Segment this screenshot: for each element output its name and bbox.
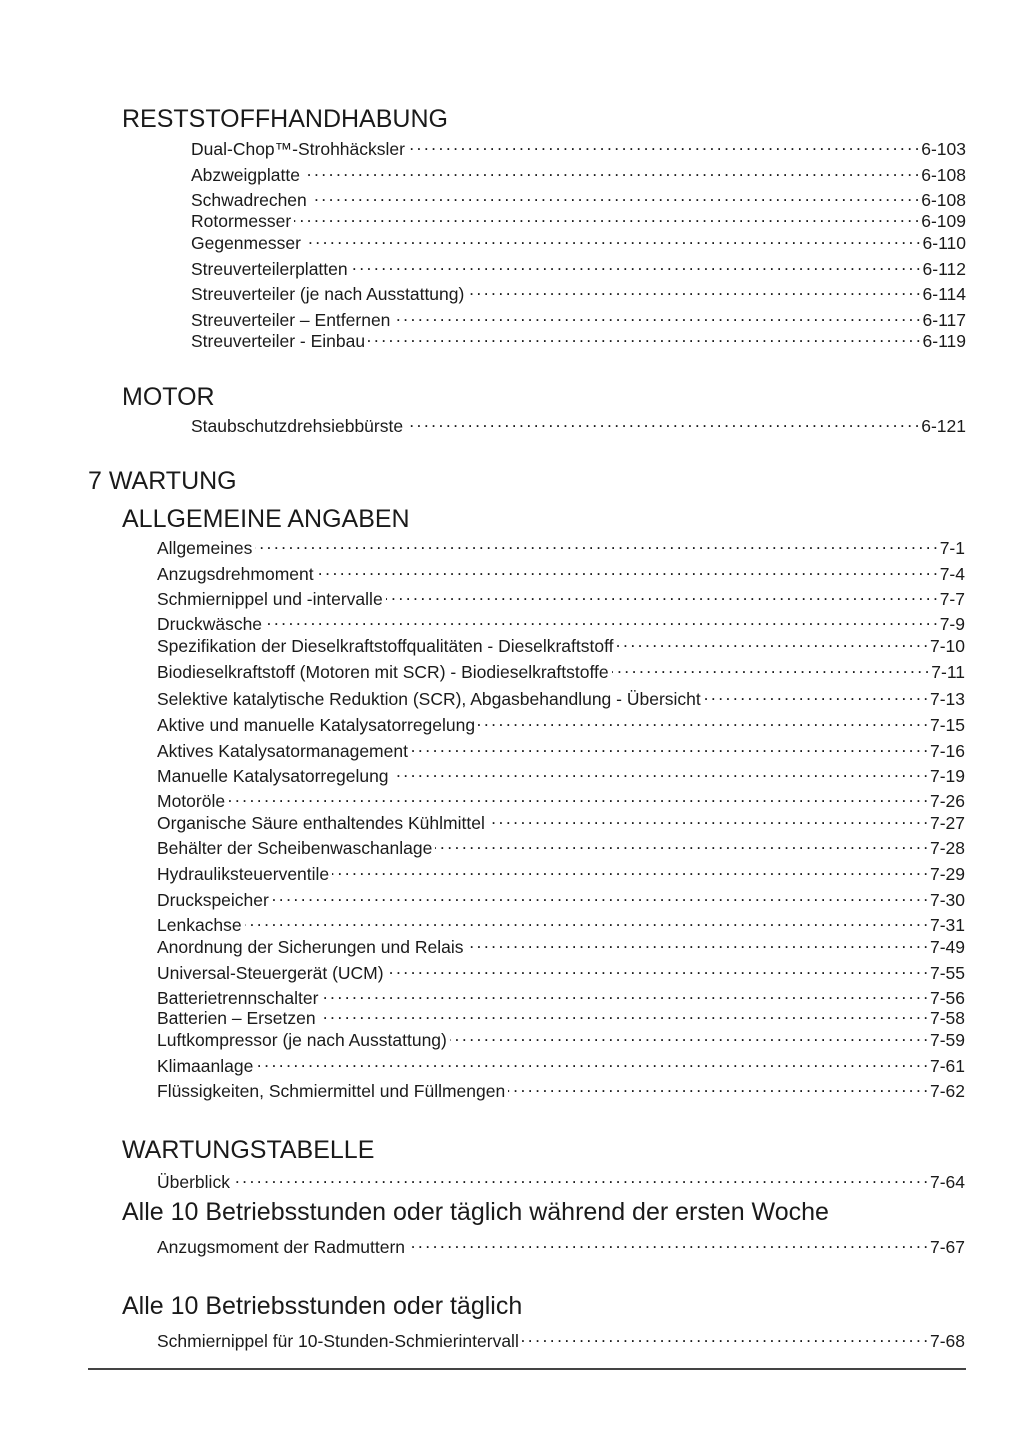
toc-entry[interactable]	[157, 1166, 965, 1192]
dot-leader	[265, 608, 937, 630]
entry-page: 7-11	[931, 662, 965, 682]
toc-entry[interactable]	[157, 558, 965, 584]
entry-page: 7-13	[929, 689, 965, 709]
dot-leader	[368, 325, 919, 347]
entry-page: 7-7	[939, 589, 965, 609]
dot-leader	[317, 558, 937, 580]
entry-label: Aktive und manuelle Katalysatorregelung	[157, 715, 476, 735]
entry-page: 7-62	[929, 1081, 965, 1101]
entry-page: 7-28	[929, 838, 965, 858]
entry-page: 7-15	[929, 715, 965, 735]
dot-leader	[522, 1325, 927, 1347]
toc-entry[interactable]	[191, 205, 966, 231]
toc-entry[interactable]	[191, 304, 966, 330]
dot-leader	[435, 832, 927, 854]
toc-entry[interactable]	[157, 1325, 965, 1351]
dot-leader	[256, 1050, 927, 1072]
entry-page: 7-30	[929, 890, 965, 910]
entry-label: Allgemeines	[157, 538, 253, 558]
entry-label: Universal-Steuergerät (UCM)	[157, 963, 384, 983]
entry-label: Schmiernippel und -intervalle	[157, 589, 383, 609]
toc-entry[interactable]	[157, 532, 965, 558]
entry-label: Abzweigplatte	[191, 165, 300, 185]
entry-page: 7-49	[929, 937, 965, 957]
entry-page: 7-1	[939, 538, 965, 558]
entry-label: Lenkachse	[157, 915, 242, 935]
toc-entry[interactable]	[191, 227, 966, 253]
toc-entry[interactable]	[157, 683, 965, 709]
toc-entry[interactable]	[191, 253, 966, 279]
entry-label: Organische Säure enthaltendes Kühlmittel	[157, 813, 485, 833]
entry-page: 7-68	[929, 1331, 965, 1351]
entry-label: Schwadrechen	[191, 190, 307, 210]
dot-leader	[704, 683, 927, 705]
toc-entry[interactable]	[157, 608, 965, 634]
entry-label: Streuverteiler (je nach Ausstattung)	[191, 284, 465, 304]
entry-label: Batterien – Ersetzen	[157, 1008, 316, 1028]
toc-entry[interactable]	[157, 858, 965, 884]
entry-label: Motoröle	[157, 791, 226, 811]
toc-entry[interactable]	[157, 656, 965, 682]
toc-entry[interactable]	[157, 1075, 965, 1101]
entry-label: Druckwäsche	[157, 614, 263, 634]
dot-leader	[411, 735, 927, 757]
entry-label: Streuverteilerplatten	[191, 259, 348, 279]
dot-leader	[233, 1166, 927, 1188]
entry-label: Anzugsdrehmoment	[157, 564, 314, 584]
toc-entry[interactable]	[157, 1002, 965, 1028]
entry-label: Rotormesser	[191, 211, 292, 231]
entry-page: 7-27	[929, 813, 965, 833]
entry-page: 7-31	[929, 915, 965, 935]
entry-label: Biodieselkraftstoff (Motoren mit SCR) - Biodieselkraftstoffe	[157, 662, 609, 682]
dot-leader	[466, 931, 927, 953]
dot-leader	[255, 532, 936, 554]
entry-label: Klimaanlage	[157, 1056, 254, 1076]
dot-leader	[321, 982, 926, 1004]
dot-leader	[612, 656, 929, 678]
entry-page: 7-19	[929, 766, 965, 786]
entry-label: Behälter der Scheibenwaschanlage	[157, 838, 433, 858]
toc-entry[interactable]	[157, 884, 965, 910]
entry-page: 6-108	[921, 190, 966, 210]
entry-page: 6-119	[922, 331, 966, 351]
section-heading-erste-woche: Alle 10 Betriebsstunden oder täglich während der ersten Woche	[122, 1198, 829, 1226]
dot-leader	[319, 1002, 927, 1024]
dot-leader	[310, 184, 918, 206]
bottom-divider	[88, 1368, 966, 1370]
entry-label: Spezifikation der Dieselkraftstoffqualitäten - Dieselkraftstoff	[157, 636, 614, 656]
dot-leader	[450, 1024, 927, 1046]
toc-entry[interactable]	[157, 709, 965, 735]
entry-page: 7-16	[929, 741, 965, 761]
entry-label: Überblick	[157, 1172, 230, 1192]
dot-leader	[245, 909, 927, 931]
section-heading-reststoff: RESTSTOFFHANDHABUNG	[122, 105, 448, 133]
entry-label: Schmiernippel für 10-Stunden-Schmierintervall	[157, 1331, 519, 1351]
dot-leader	[617, 630, 927, 652]
entry-page: 6-117	[922, 310, 966, 330]
dot-leader	[332, 858, 927, 880]
dot-leader	[393, 304, 919, 326]
toc-entry[interactable]	[157, 982, 965, 1008]
entry-label: Druckspeicher	[157, 890, 269, 910]
entry-page: 7-26	[929, 791, 965, 811]
entry-label: Hydrauliksteuerventile	[157, 864, 330, 884]
section-heading-taeglich: Alle 10 Betriebsstunden oder täglich	[122, 1292, 523, 1320]
entry-page: 7-29	[929, 864, 965, 884]
entry-page: 6-110	[922, 233, 966, 253]
toc-entry[interactable]	[191, 325, 966, 351]
dot-leader	[304, 227, 920, 249]
entry-label: Luftkompressor (je nach Ausstattung)	[157, 1030, 447, 1050]
dot-leader	[467, 278, 919, 300]
entry-page: 7-58	[929, 1008, 965, 1028]
toc-entry[interactable]	[191, 410, 966, 436]
dot-leader	[408, 133, 918, 155]
dot-leader	[228, 785, 927, 807]
toc-entry[interactable]	[157, 1050, 965, 1076]
entry-label: Manuelle Katalysatorregelung	[157, 766, 389, 786]
section-heading-wartungstabelle: WARTUNGSTABELLE	[122, 1136, 375, 1164]
toc-entry[interactable]	[157, 735, 965, 761]
dot-leader	[478, 709, 927, 731]
toc-entry[interactable]	[157, 1231, 965, 1257]
entry-label: Streuverteiler - Einbau	[191, 331, 366, 351]
section-heading-motor: MOTOR	[122, 383, 215, 411]
entry-page: 6-121	[921, 416, 966, 436]
toc-entry[interactable]	[191, 159, 966, 185]
dot-leader	[387, 957, 927, 979]
entry-page: 7-55	[929, 963, 965, 983]
dot-leader	[406, 410, 918, 432]
entry-page: 7-56	[929, 988, 965, 1008]
toc-entry[interactable]	[157, 832, 965, 858]
dot-leader	[408, 1231, 927, 1253]
toc-entry[interactable]	[157, 630, 965, 656]
dot-leader	[386, 583, 937, 605]
entry-page: 6-103	[921, 139, 966, 159]
dot-leader	[303, 159, 918, 181]
entry-page: 6-109	[921, 211, 966, 231]
section-heading-allgemein: ALLGEMEINE ANGABEN	[122, 505, 410, 533]
toc-entry[interactable]	[157, 583, 965, 609]
dot-leader	[272, 884, 927, 906]
entry-label: Anordnung der Sicherungen und Relais	[157, 937, 464, 957]
chapter-heading: 7 WARTUNG	[88, 467, 237, 495]
dot-leader	[488, 807, 927, 829]
toc-entry[interactable]	[191, 184, 966, 210]
dot-leader	[351, 253, 920, 275]
entry-page: 6-114	[922, 284, 966, 304]
dot-leader	[508, 1075, 927, 1097]
toc-entry[interactable]	[157, 760, 965, 786]
entry-label: Aktives Katalysatormanagement	[157, 741, 408, 761]
entry-page: 7-4	[939, 564, 965, 584]
entry-page: 6-108	[921, 165, 966, 185]
toc-entry[interactable]	[157, 931, 965, 957]
entry-label: Dual-Chop™-Strohhäcksler	[191, 139, 405, 159]
dot-leader	[294, 205, 918, 227]
toc-entry[interactable]	[157, 807, 965, 833]
entry-label: Gegenmesser	[191, 233, 301, 253]
entry-page: 7-61	[929, 1056, 965, 1076]
toc-entry[interactable]	[191, 278, 966, 304]
entry-label: Anzugsmoment der Radmuttern	[157, 1237, 406, 1257]
entry-page: 6-112	[922, 259, 966, 279]
entry-page: 7-67	[929, 1237, 965, 1257]
dot-leader	[392, 760, 927, 782]
toc-entry[interactable]	[157, 957, 965, 983]
entry-page: 7-59	[929, 1030, 965, 1050]
toc-entry[interactable]	[157, 909, 965, 935]
toc-entry[interactable]	[157, 1024, 965, 1050]
entry-label: Streuverteiler – Entfernen	[191, 310, 391, 330]
entry-label: Staubschutzdrehsiebbürste	[191, 416, 404, 436]
entry-page: 7-64	[929, 1172, 965, 1192]
entry-label: Flüssigkeiten, Schmiermittel und Füllmengen	[157, 1081, 506, 1101]
entry-label: Selektive katalytische Reduktion (SCR), Abgasbehandlung - Übersicht	[157, 689, 701, 709]
entry-page: 7-10	[929, 636, 965, 656]
toc-entry[interactable]	[157, 785, 965, 811]
entry-label: Batterietrennschalter	[157, 988, 319, 1008]
entry-page: 7-9	[939, 614, 965, 634]
toc-entry[interactable]	[191, 133, 966, 159]
